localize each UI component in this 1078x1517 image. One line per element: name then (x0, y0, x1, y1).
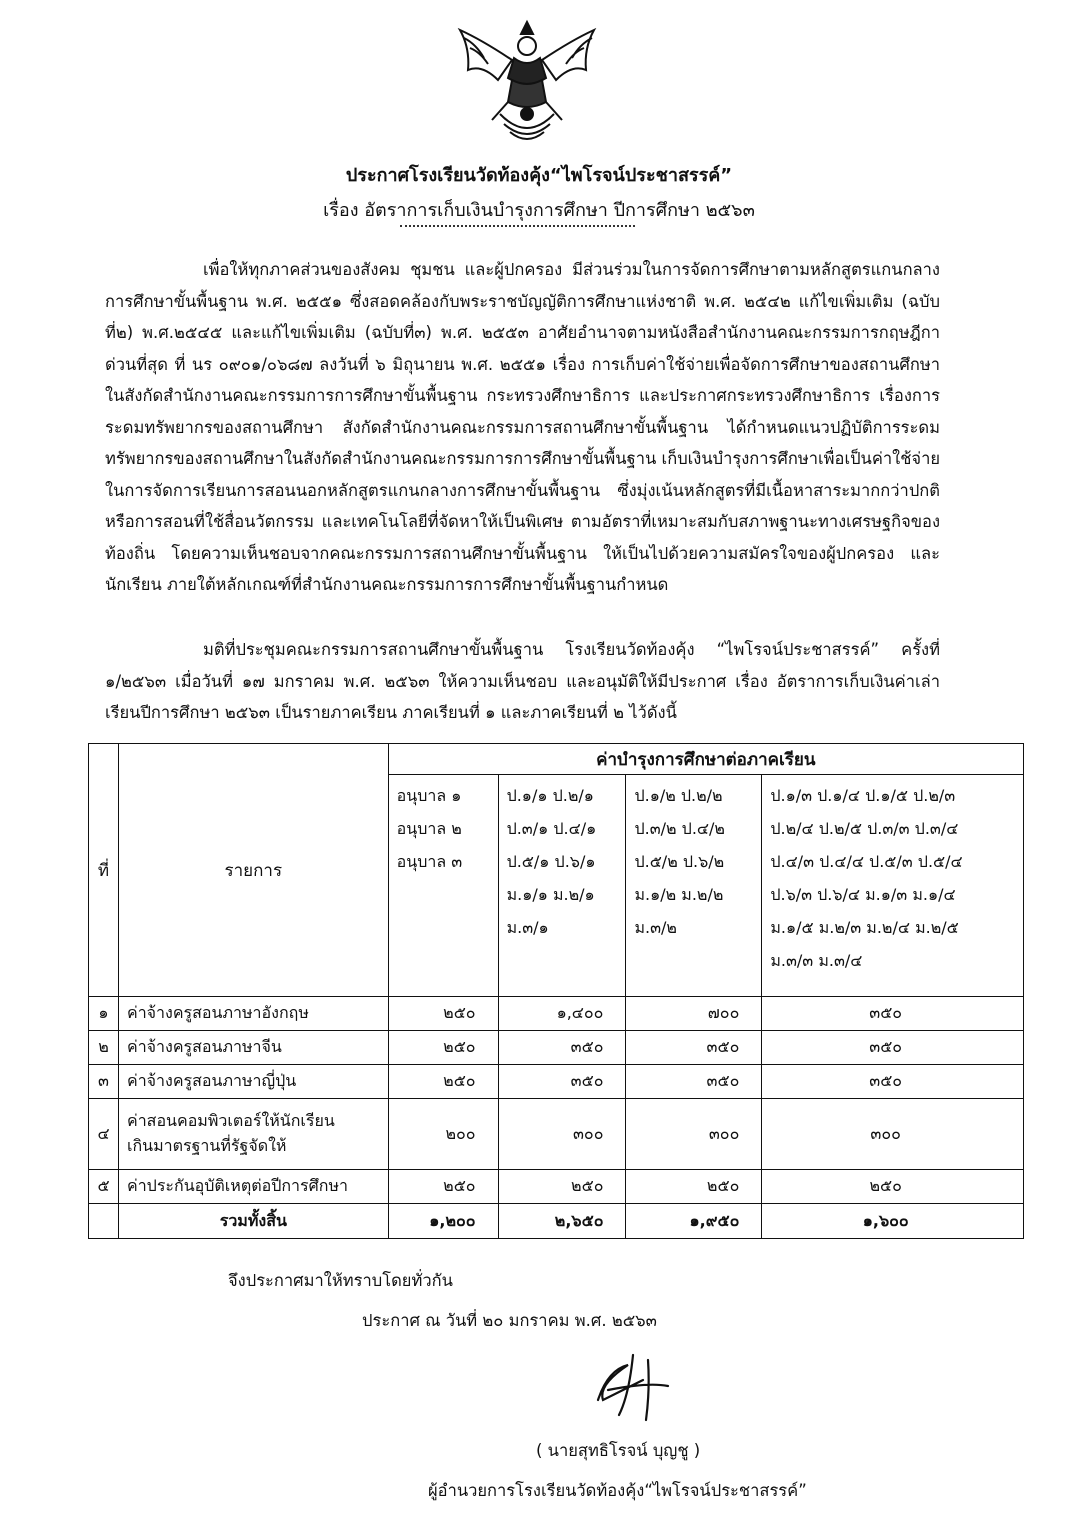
table-row (89, 997, 1024, 1031)
grade-label: ป.๖/๓ ป.๖/๔ ม.๑/๓ ม.๑/๔ (770, 885, 956, 904)
handwritten-signature (578, 1350, 688, 1430)
total-spacer (89, 1204, 119, 1239)
fee-value: ๑,๔๐๐ (498, 997, 626, 1031)
dotted-divider (400, 225, 635, 227)
grade-label: ป.๑/๒ ป.๒/๒ (634, 786, 723, 805)
grade-group-3 (626, 775, 762, 997)
col-header-item: รายการ (118, 744, 388, 997)
fee-value: ๓๕๐ (762, 1031, 1024, 1065)
fee-value: ๒๐๐ (388, 1099, 498, 1170)
grade-label: ม.๓/๑ (506, 918, 549, 937)
fee-value: ๓๕๐ (498, 1065, 626, 1099)
grade-group-4 (762, 775, 1024, 997)
col-header-fee-group: ค่าบำรุงการศึกษาต่อภาคเรียน (388, 744, 1023, 775)
row-item: ค่าจ้างครูสอนภาษาจีน (118, 1031, 388, 1065)
grade-label: ป.๑/๓ ป.๑/๔ ป.๑/๕ ป.๒/๓ (770, 786, 956, 805)
grade-label: ม.๑/๕ ม.๒/๓ ม.๒/๔ ม.๒/๕ (770, 918, 959, 937)
grade-label: อนุบาล ๑ (396, 786, 462, 805)
fee-value: ๓๐๐ (498, 1099, 626, 1170)
body-paragraph-2: มติที่ประชุมคณะกรรมการสถานศึกษาขั้นพื้นฐาน โรงเรียนวัดท้องคุ้ง “ไพโรจน์ประชาสรรค์” ครั้งที่ ๑/๒๕๖๓ เมื่อวันที่ ๑๗ มกราคม พ.ศ. ๒๕๖๓ ให้ความเห็นชอบ และอนุมัติให้มีประกาศ เรื่อง อัตราการเก็บเงินค่าเล่าเรียนปีการศึกษา ๒๕๖๓ เป็นรายภาคเรียน ภาคเรียนที่ ๑ และภาคเรียนที่ ๒ ไว้ดังนี้ (105, 640, 940, 722)
total-row (89, 1204, 1024, 1239)
fee-value: ๒๕๐ (388, 1065, 498, 1099)
table-row (89, 1099, 1024, 1170)
row-item (118, 1099, 388, 1170)
total-label: รวมทั้งสิ้น (118, 1204, 388, 1239)
row-item-line: ค่าสอนคอมพิวเตอร์ให้นักเรียน (126, 1111, 335, 1130)
grade-label: ป.๑/๑ ป.๒/๑ (506, 786, 594, 805)
grade-group-1 (388, 775, 498, 997)
row-number: ๔ (89, 1099, 119, 1170)
fee-value: ๗๐๐ (626, 997, 762, 1031)
grade-group-2 (498, 775, 626, 997)
fee-value: ๓๕๐ (762, 1065, 1024, 1099)
table-row (89, 1065, 1024, 1099)
garuda-emblem-icon (452, 14, 602, 150)
fee-value: ๒๕๐ (388, 1031, 498, 1065)
row-item: ค่าประกันอุบัติเหตุต่อปีการศึกษา (118, 1170, 388, 1204)
grade-label: ป.๕/๒ ป.๖/๒ (634, 852, 725, 871)
fee-value: ๓๕๐ (498, 1031, 626, 1065)
fee-value: ๒๕๐ (762, 1170, 1024, 1204)
total-value: ๑,๒๐๐ (388, 1204, 498, 1239)
announcement-subject: เรื่อง อัตราการเก็บเงินบำรุงการศึกษา ปีการศึกษา ๒๕๖๓ (323, 200, 755, 221)
row-item-line: เกินมาตรฐานที่รัฐจัดให้ (126, 1136, 287, 1155)
grade-label: ม.๓/๓ ม.๓/๔ (770, 951, 863, 970)
grade-label: ม.๓/๒ (634, 918, 677, 937)
grade-label: ป.๓/๑ ป.๔/๑ (506, 819, 597, 838)
signer-position: ผู้อำนวยการโรงเรียนวัดท้องคุ้ง“ไพโรจน์ประชาสรรค์” (428, 1481, 807, 1500)
fee-value: ๒๕๐ (388, 1170, 498, 1204)
total-value: ๒,๖๕๐ (498, 1204, 626, 1239)
row-number: ๕ (89, 1170, 119, 1204)
table-row (89, 1170, 1024, 1204)
grade-label: ป.๓/๒ ป.๔/๒ (634, 819, 725, 838)
grade-label: อนุบาล ๒ (396, 819, 462, 838)
table-row (89, 1031, 1024, 1065)
fee-value: ๒๕๐ (388, 997, 498, 1031)
fee-value: ๒๕๐ (498, 1170, 626, 1204)
fee-value: ๓๐๐ (762, 1099, 1024, 1170)
total-value: ๑,๖๐๐ (762, 1204, 1024, 1239)
grade-label: ม.๑/๑ ม.๒/๑ (506, 885, 595, 904)
announcement-date: ประกาศ ณ วันที่ ๒๐ มกราคม พ.ศ. ๒๕๖๓ (362, 1311, 657, 1330)
fee-value: ๓๕๐ (626, 1031, 762, 1065)
announcement-title: ประกาศโรงเรียนวัดท้องคุ้ง“ไพโรจน์ประชาสรรค์” (345, 165, 733, 186)
closing-announcement: จึงประกาศมาให้ทราบโดยทั่วกัน (228, 1271, 453, 1290)
col-header-no: ที่ (89, 744, 119, 997)
grade-label: ป.๕/๑ ป.๖/๑ (506, 852, 596, 871)
row-number: ๓ (89, 1065, 119, 1099)
row-item: ค่าจ้างครูสอนภาษาอังกฤษ (118, 997, 388, 1031)
fee-value: ๓๕๐ (762, 997, 1024, 1031)
fee-table (88, 743, 1024, 1239)
body-paragraph-1: เพื่อให้ทุกภาคส่วนของสังคม ชุมชน และผู้ปกครอง มีส่วนร่วมในการจัดการศึกษาตามหลักสูตรแกนกลางการศึกษาขั้นพื้นฐาน พ.ศ. ๒๕๕๑ ซึ่งสอดคล้องกับพระราชบัญญัติการศึกษาแห่งชาติ พ.ศ. ๒๕๔๒ แก้ไขเพิ่มเติม (ฉบับที่๒) พ.ศ.๒๕๔๕ และแก้ไขเพิ่มเติม (ฉบับที่๓) พ.ศ. ๒๕๕๓ อาศัยอำนาจตามหนังสือสำนักงานคณะกรรมการกฤษฎีกา ด่วนที่สุด ที่ นร ๐๙๐๑/๐๖๘๗ ลงวันที่ ๖ มิถุนายน พ.ศ. ๒๕๕๑ เรื่อง การเก็บค่าใช้จ่ายเพื่อจัดการศึกษาของสถานศึกษาในสังกัดสำนักงานคณะกรรมการการศึกษาขั้นพื้นฐาน กระทรวงศึกษาธิการ และประกาศกระทรวงศึกษาธิการ เรื่องการระดมทรัพยากรของสถานศึกษา สังกัดสำนักงานคณะกรรมการสถานศึกษาขั้นพื้นฐาน ได้กำหนดแนวปฏิบัติการระดมทรัพยากรของสถานศึกษาในสังกัดสำนักงานคณะกรรมการการศึกษาขั้นพื้นฐาน เก็บเงินบำรุงการศึกษาเพื่อเป็นค่าใช้จ่ายในการจัดการเรียนการสอนนอกหลักสูตรแกนกลางการศึกษาขั้นพื้นฐาน ซึ่งมุ่งเน้นหลักสูตรที่มีเนื้อหาสาระมากกว่าปกติ หรือการสอนที่ใช้สื่อนวัตกรรม และเทคโนโลยีที่จัดหาให้เป็นพิเศษ ตามอัตราที่เหมาะสมกับสภาพฐานะทางเศรษฐกิจของท้องถิ่น โดยความเห็นชอบจากคณะกรรมการสถานศึกษาขั้นพื้นฐาน ให้เป็นไปด้วยความสมัครใจของผู้ปกครอง และนักเรียน ภายใต้หลักเกณฑ์ที่สำนักงานคณะกรรมการการศึกษาขั้นพื้นฐานกำหนด (105, 260, 940, 594)
row-number: ๑ (89, 997, 119, 1031)
fee-value: ๒๕๐ (626, 1170, 762, 1204)
row-number: ๒ (89, 1031, 119, 1065)
grade-label: ป.๒/๔ ป.๒/๕ ป.๓/๓ ป.๓/๔ (770, 819, 959, 838)
signer-name: ( นายสุทธิโรจน์ บุญชู ) (536, 1441, 701, 1460)
grade-label: ป.๔/๓ ป.๔/๔ ป.๕/๓ ป.๕/๔ (770, 852, 963, 871)
row-item: ค่าจ้างครูสอนภาษาญี่ปุ่น (118, 1065, 388, 1099)
grade-label: อนุบาล ๓ (396, 852, 463, 871)
total-value: ๑,๙๕๐ (626, 1204, 762, 1239)
grade-label: ม.๑/๒ ม.๒/๒ (634, 885, 724, 904)
fee-value: ๓๐๐ (626, 1099, 762, 1170)
fee-value: ๓๕๐ (626, 1065, 762, 1099)
